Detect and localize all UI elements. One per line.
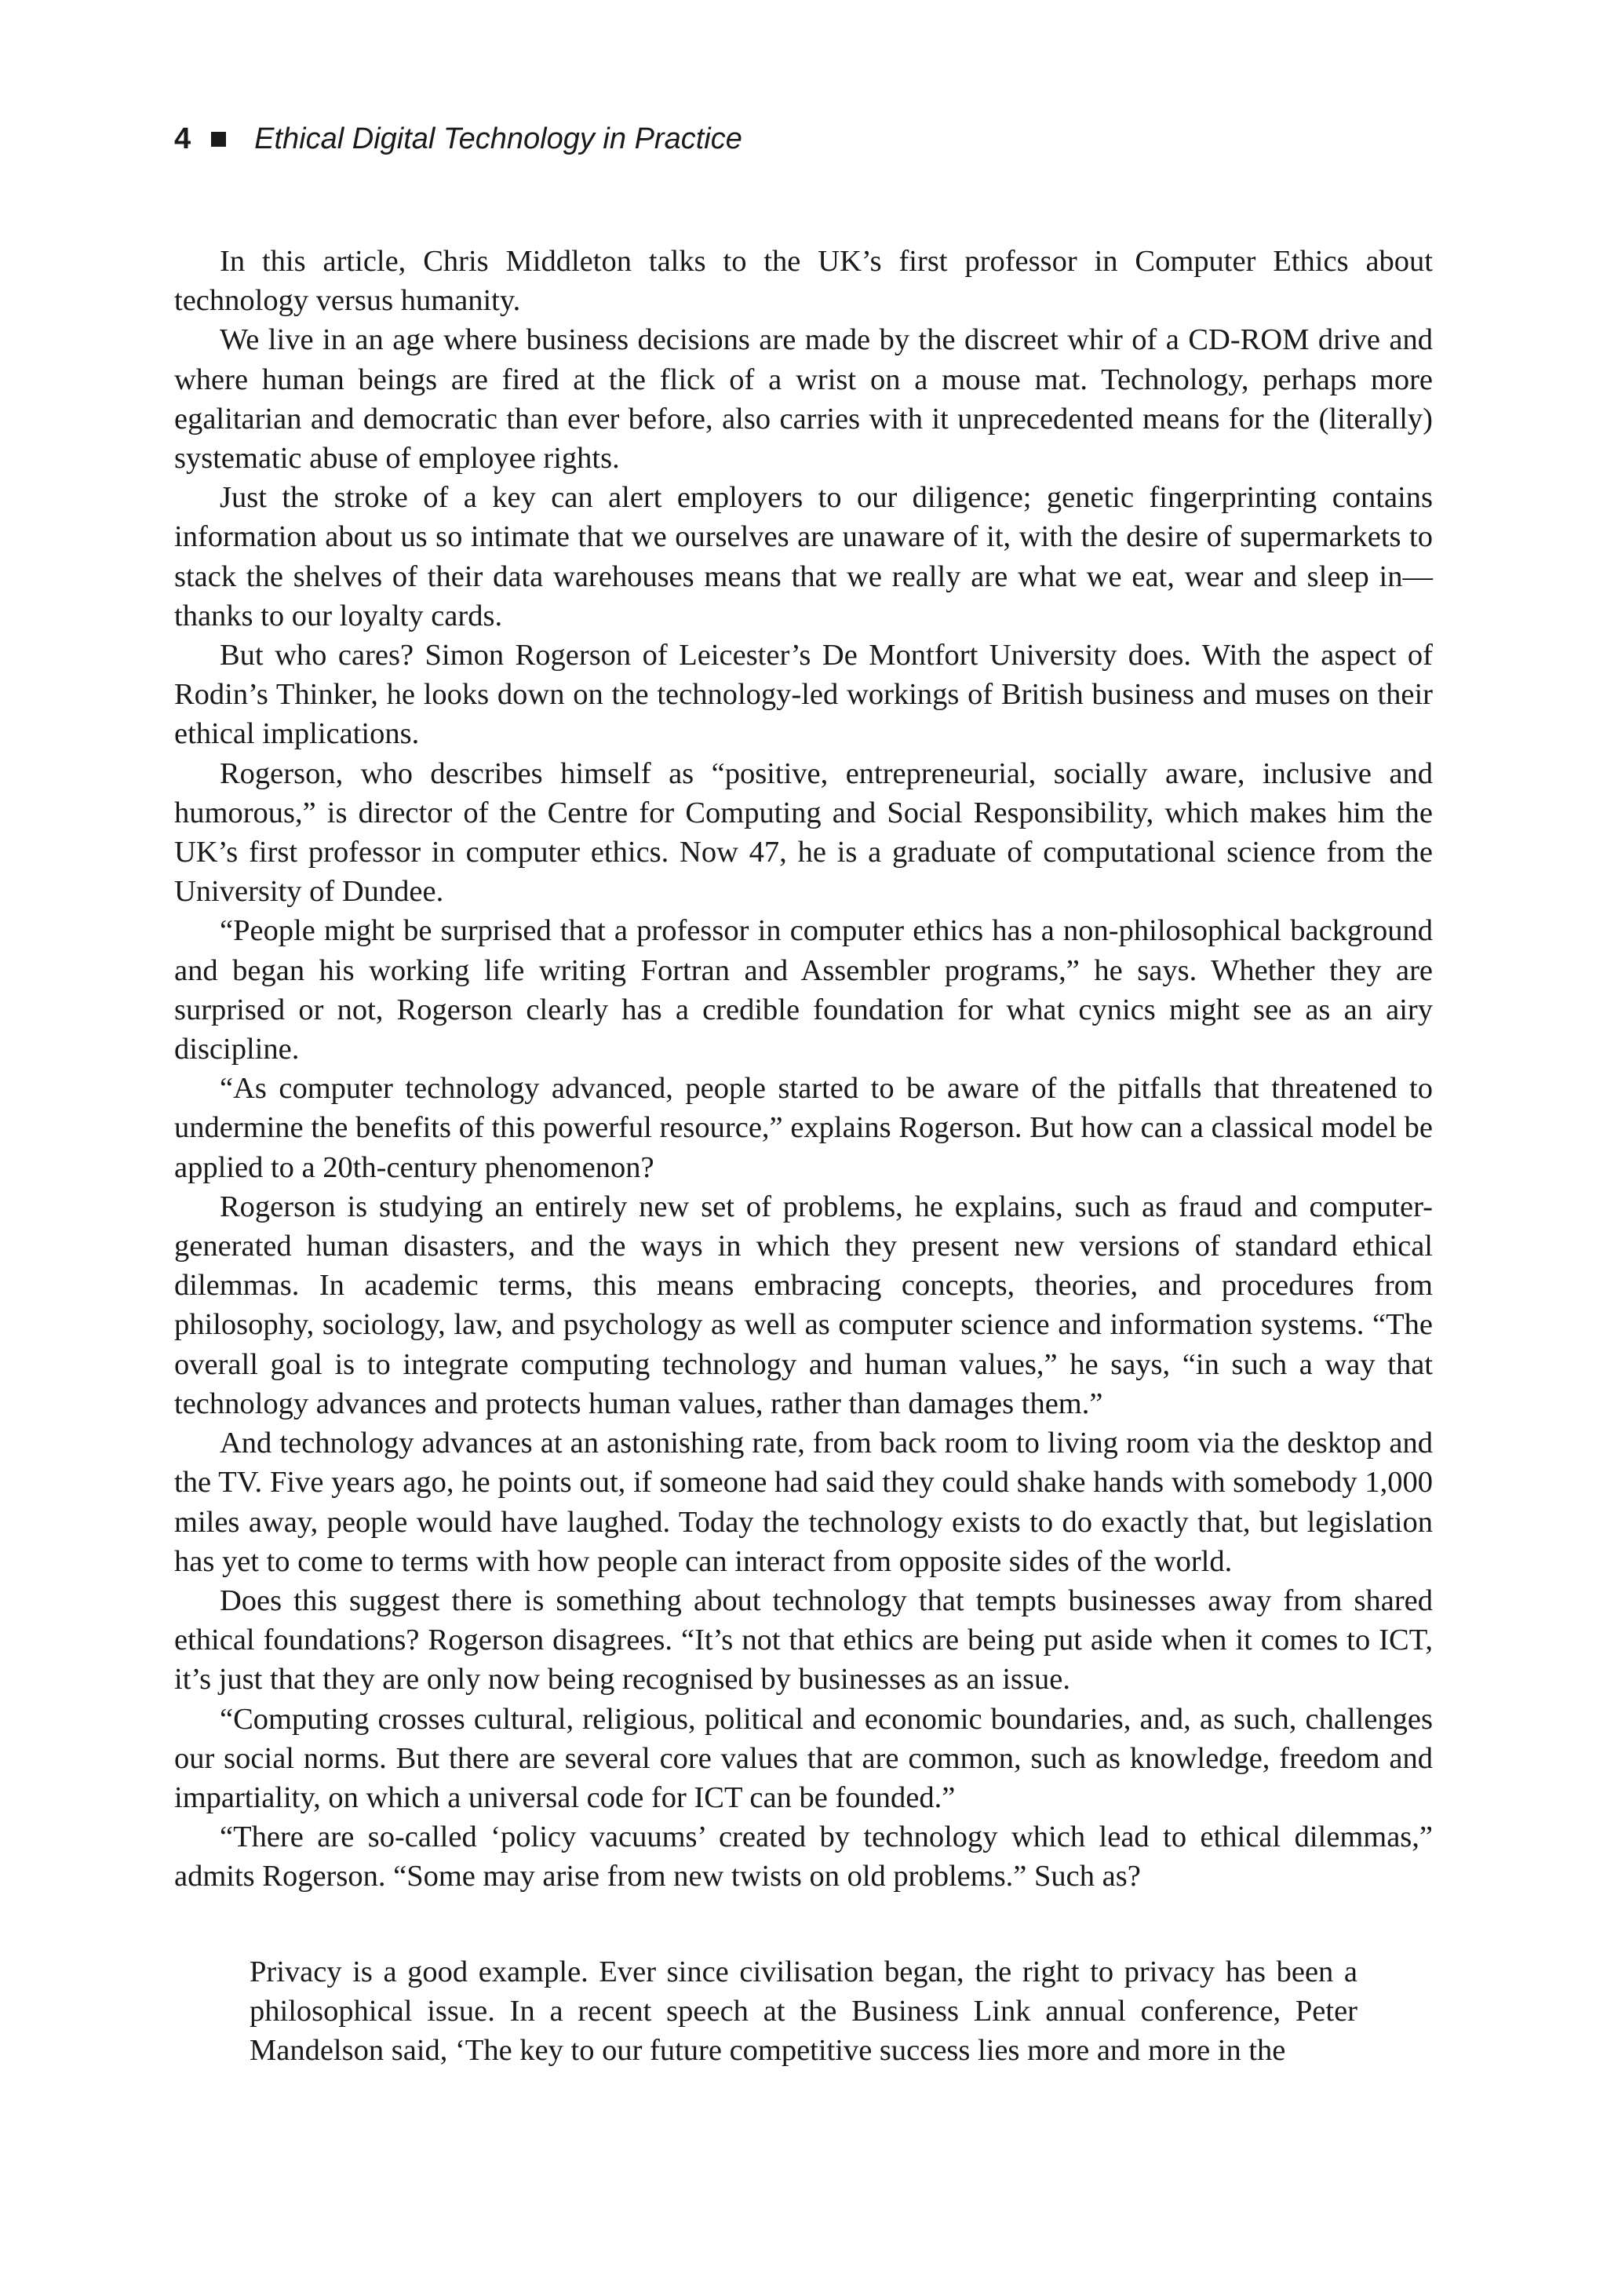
running-head [174, 122, 742, 156]
paragraph: We live in an age where business decisions are made by the discreet whir of a CD-ROM drive and where human beings are fired at the flick of a wrist on a mouse mat. Technology, perhaps more egalitarian and democratic than ever before, also carries with it unprecedented means for the (literally) systematic abuse of employee rights. [174, 323, 1433, 476]
paragraph: Rogerson is studying an entirely new set of problems, he explains, such as fraud and computer-generated human disasters, and the ways in which they present new versions of standard ethical dilemmas. In academic terms, this means embracing concepts, theories, and procedures from philosophy, sociology, law, and psychology as well as computer science and information systems. “The overall goal is to integrate computing technology and human values,” he says, “in such a way that technology advances and protects human values, rather than damages them.” [174, 1190, 1433, 1420]
running-head-title: Ethical Digital Technology in Practice [254, 122, 742, 155]
block-quote-text: Privacy is a good example. Ever since civilisation began, the right to privacy has been a philosophical issue. In a recent speech at the Business Link annual conference, Peter Mandelson said, ‘The key to our future competitive success lies more and more in the [250, 1955, 1357, 2068]
paragraph: Rogerson, who describes himself as “positive, entrepreneurial, socially aware, inclusive and humorous,” is director of the Centre for Computing and Social Responsibility, which makes him the UK’s first professor in computer ethics. Now 47, he is a graduate of computational science from the University of Dundee. [174, 756, 1433, 909]
paragraph: Does this suggest there is something about technology that tempts businesses away from shared ethical foundations? Rogerson disagrees. “It’s not that ethics are being put aside when it comes to ICT, it’s just that they are only now being recognised by businesses as an issue. [174, 1584, 1433, 1696]
block-quote [250, 1952, 1357, 2071]
paragraph: “As computer technology advanced, people started to be aware of the pitfalls that threatened to undermine the benefits of this powerful resource,” explains Rogerson. But how can a classical model be applied to a 20th-century phenomenon? [174, 1072, 1433, 1184]
paragraph: And technology advances at an astonishing rate, from back room to living room via the desktop and the TV. Five years ago, he points out, if someone had said they could shake hands with somebody 1,000 miles away, people would have laughed. Today the technology exists to do exactly that, but legislation has yet to come to terms with how people can interact from opposite sides of the world. [174, 1427, 1433, 1578]
square-bullet-icon [211, 132, 226, 147]
paragraph: But who cares? Simon Rogerson of Leicester’s De Montfort University does. With the aspect of Rodin’s Thinker, he looks down on the technology-led workings of British business and muses on their ethical implications. [174, 639, 1433, 751]
article-body [174, 242, 1433, 1897]
paragraph: Just the stroke of a key can alert employers to our diligence; genetic fingerprinting contains information about us so intimate that we ourselves are unaware of it, with the desire of supermarkets to stack the shelves of their data warehouses means that we really are what we eat, wear and sleep in—thanks to our loyalty cards. [174, 481, 1433, 632]
paragraph: In this article, Chris Middleton talks to the UK’s first professor in Computer Ethics about technology versus humanity. [174, 245, 1433, 318]
paragraph: “Computing crosses cultural, religious, political and economic boundaries, and, as such, challenges our social norms. But there are several core values that are common, such as knowledge, freedom and impartiality, on which a universal code for ICT can be founded.” [174, 1702, 1433, 1814]
paragraph: “There are so-called ‘policy vacuums’ created by technology which lead to ethical dilemmas,” admits Rogerson. “Some may arise from new twists on old problems.” Such as? [174, 1820, 1433, 1893]
page-number: 4 [174, 122, 191, 155]
paragraph: “People might be surprised that a professor in computer ethics has a non-philosophical background and began his working life writing Fortran and Assembler programs,” he says. Whether they are surprised or not, Rogerson clearly has a credible foundation for what cynics might see as an airy discipline. [174, 914, 1433, 1066]
